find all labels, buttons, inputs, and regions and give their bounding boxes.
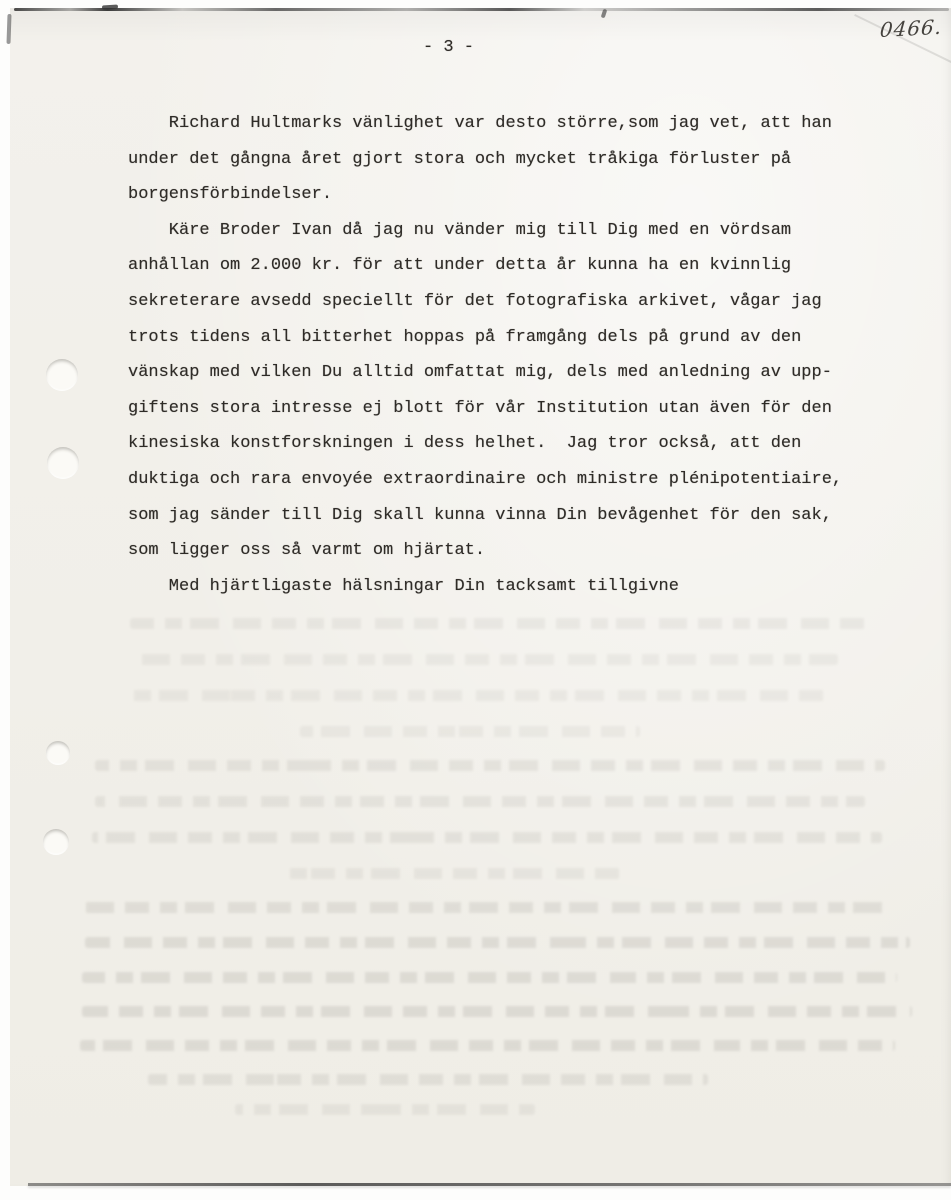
paper-edge-tear-mark bbox=[102, 4, 118, 9]
letter-body bbox=[128, 106, 842, 604]
letter-line: borgensförbindelser. bbox=[128, 185, 333, 205]
letter-line: giftens stora intresse ej blott för vår Institution utan även för den bbox=[128, 398, 832, 418]
punch-hole bbox=[43, 829, 69, 855]
letter-line: kinesiska konstforskningen i dess helhet. Jag tror också, att den bbox=[128, 434, 802, 454]
bleedthrough-line bbox=[80, 1040, 895, 1051]
letter-line: som ligger oss så varmt om hjärtat. bbox=[128, 541, 486, 561]
letter-line: trots tidens all bitterhet hoppas på framgång dels på grund av den bbox=[128, 327, 802, 347]
bleedthrough-line bbox=[85, 937, 910, 948]
paper-top-edge-line bbox=[14, 8, 949, 11]
letter-line: sekreterare avsedd speciellt för det fotografiska arkivet, vågar jag bbox=[128, 291, 822, 311]
bleedthrough-line bbox=[82, 972, 897, 983]
archive-number-handwritten: 0466. bbox=[878, 14, 944, 43]
bleedthrough-line bbox=[92, 832, 882, 843]
paper-left-edge-mark bbox=[6, 14, 11, 44]
bleedthrough-line bbox=[300, 726, 640, 737]
bleedthrough-line bbox=[95, 796, 865, 807]
bleedthrough-line bbox=[82, 1006, 912, 1017]
letter-line: under det gångna året gjort stora och mycket tråkiga förluster på bbox=[128, 149, 792, 169]
bleedthrough-line bbox=[148, 1074, 708, 1085]
bleedthrough-line bbox=[85, 902, 895, 913]
bleedthrough-line bbox=[280, 868, 620, 879]
letter-line: anhållan om 2.000 kr. för att under detta år kunna ha en kvinnlig bbox=[128, 256, 792, 276]
bleedthrough-line bbox=[130, 618, 870, 629]
bleedthrough-line bbox=[235, 1104, 535, 1115]
bleedthrough-line bbox=[95, 760, 885, 771]
bleedthrough-line bbox=[128, 654, 838, 665]
punch-hole bbox=[46, 359, 78, 391]
letter-line: duktiga och rara envoyée extraordinaire och ministre plénipotentiaire, bbox=[128, 469, 843, 489]
letter-line: Med hjärtligaste hälsningar Din tacksamt tillgivne bbox=[128, 576, 679, 596]
letter-line: vänskap med vilken Du alltid omfattat mig, dels med anledning av upp- bbox=[128, 363, 832, 383]
punch-hole bbox=[46, 741, 70, 765]
paper-bottom-edge-line bbox=[28, 1183, 951, 1186]
letter-line: Richard Hultmarks vänlighet var desto större,som jag vet, att han bbox=[128, 114, 832, 133]
letter-line: Käre Broder Ivan då jag nu vänder mig till Dig med en vördsam bbox=[128, 220, 792, 240]
punch-hole bbox=[47, 447, 79, 479]
bleedthrough-line bbox=[125, 690, 825, 701]
letter-line: som jag sänder till Dig skall kunna vinna Din bevågenhet för den sak, bbox=[128, 505, 832, 525]
scanned-letter-page bbox=[10, 8, 951, 1186]
page-number: - 3 - bbox=[423, 38, 475, 57]
